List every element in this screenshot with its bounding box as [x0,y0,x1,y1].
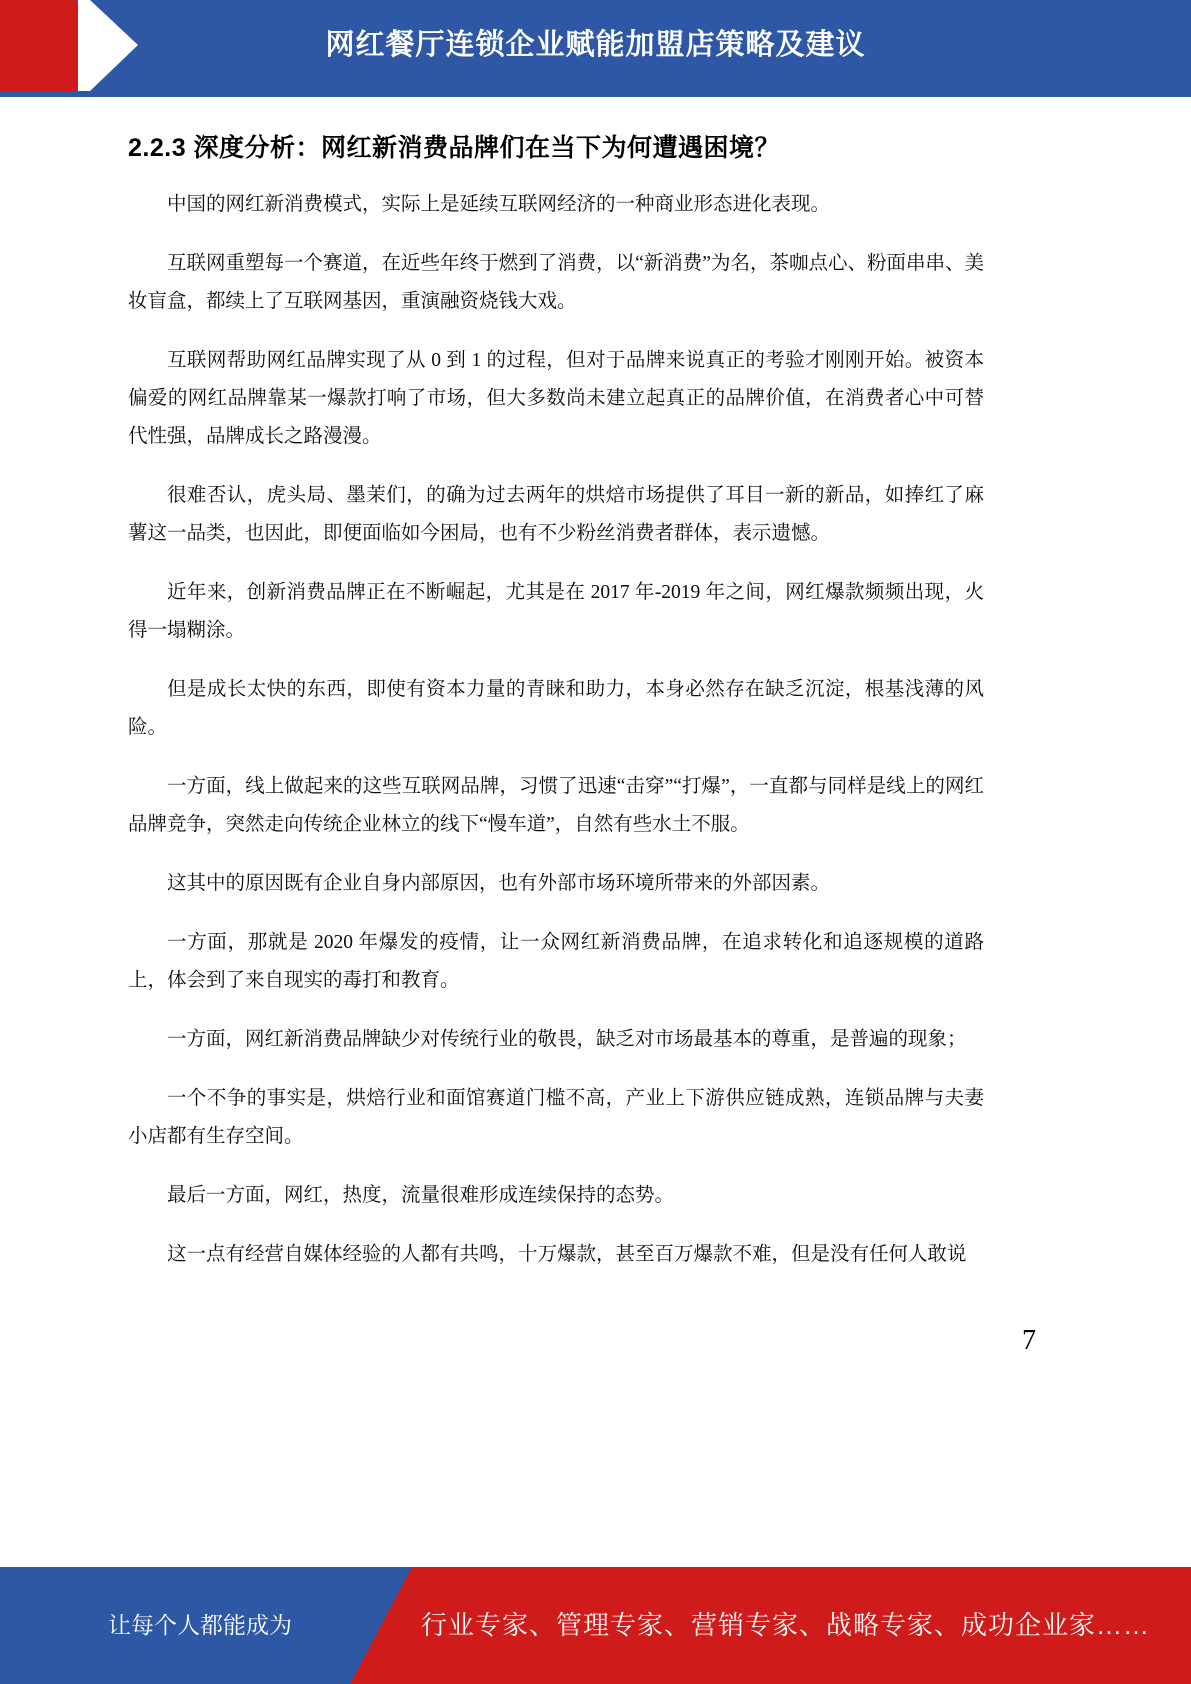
paragraph: 但是成长太快的东西，即使有资本力量的青睐和助力，本身必然存在缺乏沉淀，根基浅薄的风险。 [128,679,984,738]
paragraph: 一方面，线上做起来的这些互联网品牌，习惯了迅速“击穿”“打爆”，一直都与同样是线上的网红品牌竞争，突然走向传统企业林立的线下“慢车道”，自然有些水土不服。 [128,776,984,835]
page-number: 7 [1022,1325,1036,1356]
paragraph: 近年来，创新消费品牌正在不断崛起，尤其是在 2017 年-2019 年之间，网红爆款频频出现，火得一塌糊涂。 [128,582,984,641]
paragraph-list [128,186,984,1274]
paragraph: 这一点有经营自媒体经验的人都有共鸣，十万爆款，甚至百万爆款不难，但是没有任何人敢说 [167,1244,967,1265]
page-header [0,0,1191,97]
paragraph: 一方面，那就是 2020 年爆发的疫情，让一众网红新消费品牌，在追求转化和追逐规模的道路上，体会到了来自现实的毒打和教育。 [128,932,984,991]
footer-slogan-right: 行业专家、管理专家、营销专家、战略专家、成功企业家…… [420,1610,1150,1640]
document-body [0,97,1191,1567]
paragraph: 这其中的原因既有企业自身内部原因，也有外部市场环境所带来的外部因素。 [167,873,831,894]
paragraph: 很难否认，虎头局、墨茉们，的确为过去两年的烘焙市场提供了耳目一新的新品，如捧红了麻薯这一品类，也因此，即便面临如今困局，也有不少粉丝消费者群体，表示遗憾。 [128,485,984,544]
paragraph: 中国的网红新消费模式，实际上是延续互联网经济的一种商业形态进化表现。 [167,194,831,215]
header-title: 网红餐厅连锁企业赋能加盟店策略及建议 [325,29,866,61]
page-footer [0,1567,1191,1684]
paragraph: 互联网重塑每一个赛道，在近些年终于燃到了消费，以“新消费”为名，茶咖点心、粉面串串、美妆盲盒，都续上了互联网基因，重演融资烧钱大戏。 [128,253,984,312]
section-heading: 2.2.3 深度分析：网红新消费品牌们在当下为何遭遇困境？ [128,134,781,162]
paragraph: 一个不争的事实是，烘焙行业和面馆赛道门槛不高，产业上下游供应链成熟，连锁品牌与夫妻小店都有生存空间。 [128,1088,984,1147]
paragraph: 最后一方面，网红，热度，流量很难形成连续保持的态势。 [167,1185,675,1206]
paragraph: 互联网帮助网红品牌实现了从 0 到 1 的过程，但对于品牌来说真正的考验才刚刚开始。被资本偏爱的网红品牌靠某一爆款打响了市场，但大多数尚未建立起真正的品牌价值，在消费者心中可替代性强，品牌成长之路漫漫。 [128,350,984,447]
paragraph: 一方面，网红新消费品牌缺少对传统行业的敬畏，缺乏对市场最基本的尊重，是普遍的现象； [167,1029,967,1050]
footer-slogan-left: 让每个人都能成为 [108,1612,292,1638]
